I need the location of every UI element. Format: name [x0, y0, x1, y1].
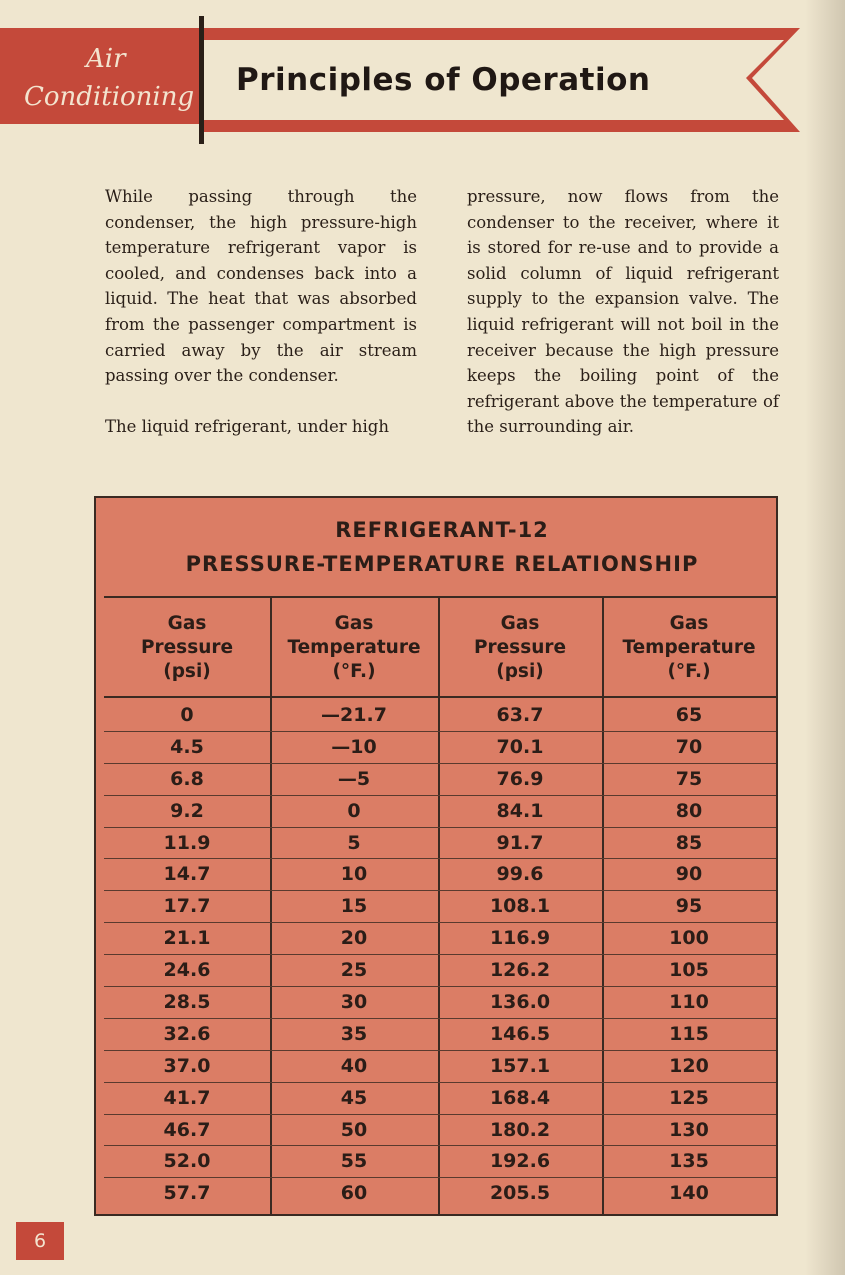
table-cell: 85 — [675, 831, 703, 854]
table-cell: 65 — [675, 704, 703, 726]
table-cell: 50 — [340, 1118, 368, 1141]
table-cell: 76.9 — [496, 767, 544, 790]
table-cell: 32.6 — [163, 1022, 211, 1045]
header-text: Pressure — [140, 637, 234, 658]
table-row — [104, 828, 776, 860]
table-cell: 6.8 — [170, 767, 204, 790]
table-header-rule — [104, 696, 776, 698]
table-cell: 130 — [669, 1118, 709, 1141]
table-cell: 136.0 — [489, 991, 551, 1014]
table-cell: 46.7 — [163, 1118, 211, 1141]
page-title: Principles of Operation — [236, 62, 651, 98]
table-cell: 0 — [347, 799, 361, 822]
section-tab-label-line2: Conditioning — [24, 82, 195, 112]
table-cell: 80 — [675, 799, 703, 822]
table-cell: 95 — [675, 895, 703, 918]
table-cell: 140 — [669, 1182, 709, 1205]
table-row — [104, 1083, 776, 1115]
table-cell: 28.5 — [163, 991, 211, 1014]
table-row — [104, 700, 776, 732]
table-cell: 60 — [340, 1182, 368, 1205]
table-row — [104, 1146, 776, 1178]
header-text: (psi) — [496, 661, 544, 682]
table-cell: 192.6 — [489, 1150, 551, 1173]
header-text: Temperature — [622, 637, 756, 658]
header-gas-pressure-1 — [104, 598, 270, 698]
header-text: (°F.) — [667, 661, 711, 682]
table-header-row — [104, 598, 776, 698]
table-title-line2: PRESSURE-TEMPERATURE RELATIONSHIP — [185, 552, 699, 576]
paragraph-liquid-refrigerant-start: The liquid refrigerant, under high — [105, 416, 389, 436]
table-cell: —5 — [337, 767, 371, 790]
table-cell: 17.7 — [163, 895, 211, 918]
table-cell: 116.9 — [489, 927, 551, 950]
table-cell: 45 — [340, 1086, 368, 1109]
section-tab-label-line1: Air — [86, 44, 126, 74]
table-cell: 9.2 — [170, 799, 204, 822]
table-cell: 157.1 — [489, 1054, 551, 1077]
table-cell: —21.7 — [321, 704, 387, 726]
table-cell: 30 — [340, 991, 368, 1014]
page-number: 6 — [16, 1222, 64, 1260]
table-row — [104, 796, 776, 828]
table-row — [104, 732, 776, 764]
paragraph-receiver: pressure, now flows from the condenser to the receiver, where it is stored for re-use and to provide a solid column of liquid refrigerant supply to the expansion valve. The liquid refrigerant will not boil in the receiver because the high pressure keeps the boiling point of the refrigerant above the temperature of the surrounding air. — [467, 187, 779, 437]
table-cell: 120 — [669, 1054, 709, 1077]
table-cell: 52.0 — [163, 1150, 211, 1173]
header-text: (psi) — [163, 661, 211, 682]
table-cell: 108.1 — [489, 895, 551, 918]
table-cell: 70.1 — [496, 735, 544, 758]
table-cell: 41.7 — [163, 1086, 211, 1109]
table-cell: 4.5 — [170, 735, 204, 758]
table-cell: 15 — [340, 895, 368, 918]
table-cell: 90 — [675, 863, 703, 886]
table-cell: 125 — [669, 1086, 709, 1109]
table-cell: 99.6 — [496, 863, 544, 886]
table-title — [106, 502, 778, 598]
table-cell: 11.9 — [163, 831, 211, 854]
table-cell: 20 — [340, 927, 368, 950]
table-cell: 110 — [669, 991, 709, 1014]
table-cell: 40 — [340, 1054, 368, 1077]
table-cell: 55 — [340, 1150, 368, 1173]
table-cell: 105 — [669, 959, 709, 982]
table-row — [104, 1178, 776, 1210]
table-title-line1: REFRIGERANT-12 — [335, 518, 549, 542]
table-cell: 75 — [675, 767, 703, 790]
table-cell: 0 — [180, 704, 194, 726]
header-gas-temperature-1 — [270, 598, 438, 698]
table-cell: 126.2 — [489, 959, 551, 982]
table-cell: 180.2 — [489, 1118, 551, 1141]
table-row — [104, 859, 776, 891]
header-text: Gas — [500, 613, 540, 634]
table-cell: 57.7 — [163, 1182, 211, 1205]
table-cell: 21.1 — [163, 927, 211, 950]
table-row — [104, 1115, 776, 1147]
table-cell: 25 — [340, 959, 368, 982]
table-row — [104, 1051, 776, 1083]
header-gas-temperature-2 — [602, 598, 776, 698]
table-cell: 100 — [669, 927, 709, 950]
text-column-right — [467, 184, 779, 440]
paragraph-condenser: While passing through the condenser, the high pressure-high temperature refrigerant vapor is cooled, and condenses back into a liquid. The heat that was absorbed from the passenger compartment is carried away by the air stream passing over the condenser. — [105, 187, 417, 386]
table-row — [104, 891, 776, 923]
table-cell: 146.5 — [489, 1022, 551, 1045]
page-edge-shadow — [805, 0, 845, 1275]
table-cell: 14.7 — [163, 863, 211, 886]
header-text: Gas — [334, 613, 374, 634]
header-text: Temperature — [287, 637, 421, 658]
header-text: Gas — [167, 613, 207, 634]
table-cell: 10 — [340, 863, 368, 886]
table-row — [104, 764, 776, 796]
table-row — [104, 987, 776, 1019]
table-body — [104, 700, 776, 1210]
header-text: Pressure — [473, 637, 567, 658]
table-cell: 24.6 — [163, 959, 211, 982]
pressure-temperature-table — [94, 496, 778, 1216]
table-row — [104, 1019, 776, 1051]
header-text: (°F.) — [332, 661, 376, 682]
text-column-left — [105, 184, 417, 439]
table-cell: 115 — [669, 1022, 709, 1045]
table-cell: 205.5 — [489, 1182, 551, 1205]
table-cell: 168.4 — [489, 1086, 551, 1109]
table-row — [104, 955, 776, 987]
table-cell: 91.7 — [496, 831, 544, 854]
table-cell: 37.0 — [163, 1054, 211, 1077]
table-cell: 5 — [347, 831, 361, 854]
table-cell: 35 — [340, 1022, 368, 1045]
header-gas-pressure-2 — [438, 598, 602, 698]
table-cell: 135 — [669, 1150, 709, 1173]
header-text: Gas — [669, 613, 709, 634]
table-cell: 63.7 — [496, 704, 544, 726]
table-cell: 84.1 — [496, 799, 544, 822]
table-row — [104, 923, 776, 955]
table-cell: —10 — [331, 735, 377, 758]
table-cell: 70 — [675, 735, 703, 758]
